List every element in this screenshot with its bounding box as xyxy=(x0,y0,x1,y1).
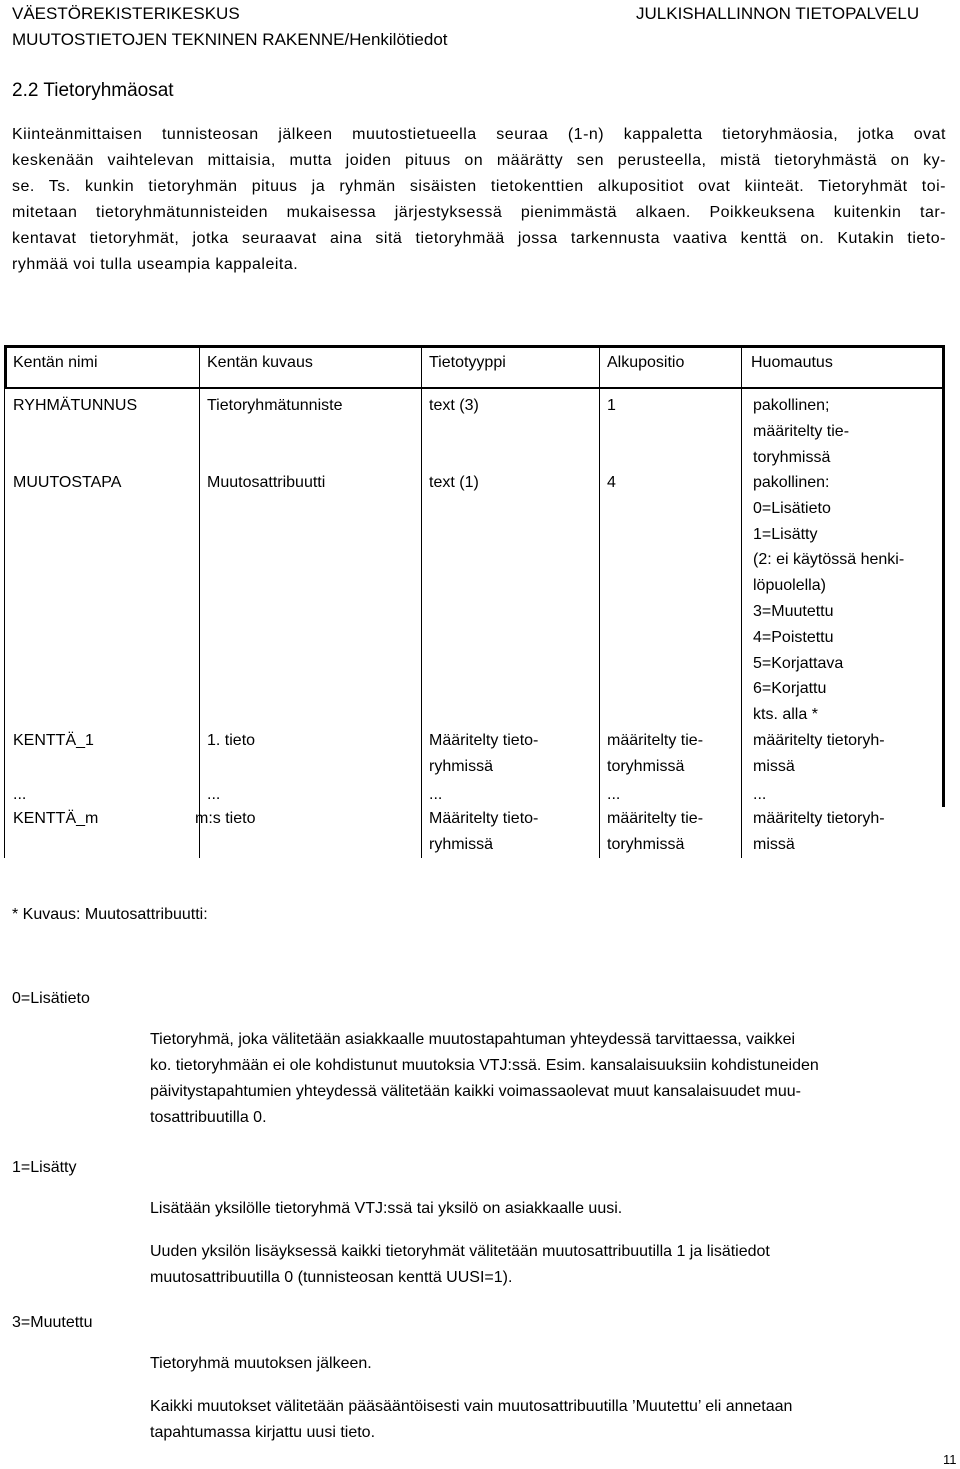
intro-line: kentavat tietoryhmät, jotka seuraavat aina sitä tietoryhmää jossa tarkennusta vaativa kenttä on. Kutakin tieto- xyxy=(12,230,946,247)
column-divider xyxy=(741,346,742,858)
code-description: Kaikki muutokset välitetään pääsääntöisesti vain muutosattribuutilla ’Muutettu’ eli annetaan tapahtumassa kirjattu uusi tieto. xyxy=(150,1398,793,1441)
column-divider xyxy=(421,346,422,858)
cell-remarks: määritelty tietoryh- missä xyxy=(753,732,885,775)
footnote-title: * Kuvaus: Muutosattribuutti: xyxy=(12,906,208,923)
column-divider xyxy=(199,346,200,858)
cell-remarks: ... xyxy=(753,786,767,803)
table-left-border xyxy=(5,346,7,389)
intro-line: mitetaan tietoryhmätunnisteiden mukaisessa järjestyksessä pienimmästä alkaen. Poikkeuksena kuitenkin tar- xyxy=(12,204,946,221)
header-cell-remarks: Huomautus xyxy=(751,354,833,371)
cell-field-name: KENTTÄ_m xyxy=(13,810,99,827)
cell-start-position: määritelty tie- toryhmissä xyxy=(607,810,704,853)
header-cell-field-description: Kentän kuvaus xyxy=(207,354,313,371)
field-table xyxy=(4,345,945,858)
section-title: 2.2 Tietoryhmäosat xyxy=(12,80,174,101)
cell-data-type: Määritelty tieto- ryhmissä xyxy=(429,810,539,853)
cell-field-description: Muutosattribuutti xyxy=(207,474,326,491)
intro-line: se. Ts. kunkin tietoryhmän pituus ja ryhmän sisäisten tietokenttien alkupositiot ovat kiinteät. Tietoryhmät toi- xyxy=(12,178,946,195)
cell-start-position: 4 xyxy=(607,474,616,491)
document-subtitle: MUUTOSTIETOJEN TEKNINEN RAKENNE/Henkilötiedot xyxy=(12,30,448,49)
cell-field-name: ... xyxy=(13,786,27,803)
intro-line: keskenään vaihtelevan mittaisia, mutta joiden pituus on määrätty sen perusteella, mistä tietoryhmästä on ky- xyxy=(12,152,946,169)
code-description: Uuden yksilön lisäyksessä kaikki tietoryhmät välitetään muutosattribuutilla 1 ja lisätiedot muutosattribuutilla 0 (tunnisteosan kenttä UUSI=1). xyxy=(150,1243,770,1286)
cell-remarks: pakollinen; määritelty tie- toryhmissä xyxy=(753,397,850,466)
cell-start-position: ... xyxy=(607,786,621,803)
code-label: 0=Lisätieto xyxy=(12,990,90,1007)
cell-field-description: Tietoryhmätunniste xyxy=(207,397,343,414)
intro-line: Kiinteänmittaisen tunnisteosan jälkeen muutostietueella seuraa (1-n) kappaletta tietoryhmäosia, jotka ovat xyxy=(12,126,946,143)
cell-field-description: 1. tieto xyxy=(207,732,256,749)
intro-line: ryhmää voi tulla useampia kappaleita. xyxy=(12,256,299,273)
intro-paragraph xyxy=(12,122,946,278)
page-number: 11 xyxy=(943,1452,957,1467)
org-name-left: VÄESTÖREKISTERIKESKUS xyxy=(12,4,240,23)
code-description: Tietoryhmä, joka välitetään asiakkaalle muutostapahtuman yhteydessä tarvittaessa, vaikkei ko. tietoryhmään ei ole kohdistunut muutoksia VTJ:ssä. Esim. kansalaisuuksiin kohdistuneiden päivitystapahtumien yhteydessä välitetään kaikki voimassaolevat muut kansalaisuudet muu- tosattribuutilla 0. xyxy=(150,1031,819,1126)
cell-data-type: text (3) xyxy=(429,397,479,414)
header-cell-field-name: Kentän nimi xyxy=(13,354,98,371)
cell-field-description: m:s tieto xyxy=(195,810,256,827)
org-name-right: JULKISHALLINNON TIETOPALVELU xyxy=(636,4,920,23)
table-right-border xyxy=(942,346,945,807)
cell-data-type: ... xyxy=(429,786,443,803)
cell-remarks: määritelty tietoryh- missä xyxy=(753,810,885,853)
header-cell-start-position: Alkupositio xyxy=(607,354,685,371)
table-top-border xyxy=(5,345,945,348)
cell-remarks: pakollinen: 0=Lisätieto 1=Lisätty (2: ei käytössä henki- löpuolella) 3=Muutettu 4=Poistettu 5=Korjattava 6=Korjattu kts. alla * xyxy=(753,474,905,724)
code-description: Lisätään yksilölle tietoryhmä VTJ:ssä tai yksilö on asiakkaalle uusi. xyxy=(150,1200,623,1217)
code-label: 3=Muutettu xyxy=(12,1314,93,1331)
cell-field-name: MUUTOSTAPA xyxy=(13,474,122,491)
code-description: Tietoryhmä muutoksen jälkeen. xyxy=(150,1355,372,1372)
column-divider xyxy=(599,346,600,858)
cell-start-position: määritelty tie- toryhmissä xyxy=(607,732,704,775)
cell-start-position: 1 xyxy=(607,397,616,414)
header-cell-data-type: Tietotyyppi xyxy=(429,354,506,371)
header-row-divider xyxy=(5,387,945,389)
code-label: 1=Lisätty xyxy=(12,1159,77,1176)
cell-field-name: KENTTÄ_1 xyxy=(13,732,94,749)
cell-data-type: text (1) xyxy=(429,474,479,491)
cell-field-description: ... xyxy=(207,786,221,803)
cell-field-name: RYHMÄTUNNUS xyxy=(13,397,138,414)
cell-data-type: Määritelty tieto- ryhmissä xyxy=(429,732,539,775)
